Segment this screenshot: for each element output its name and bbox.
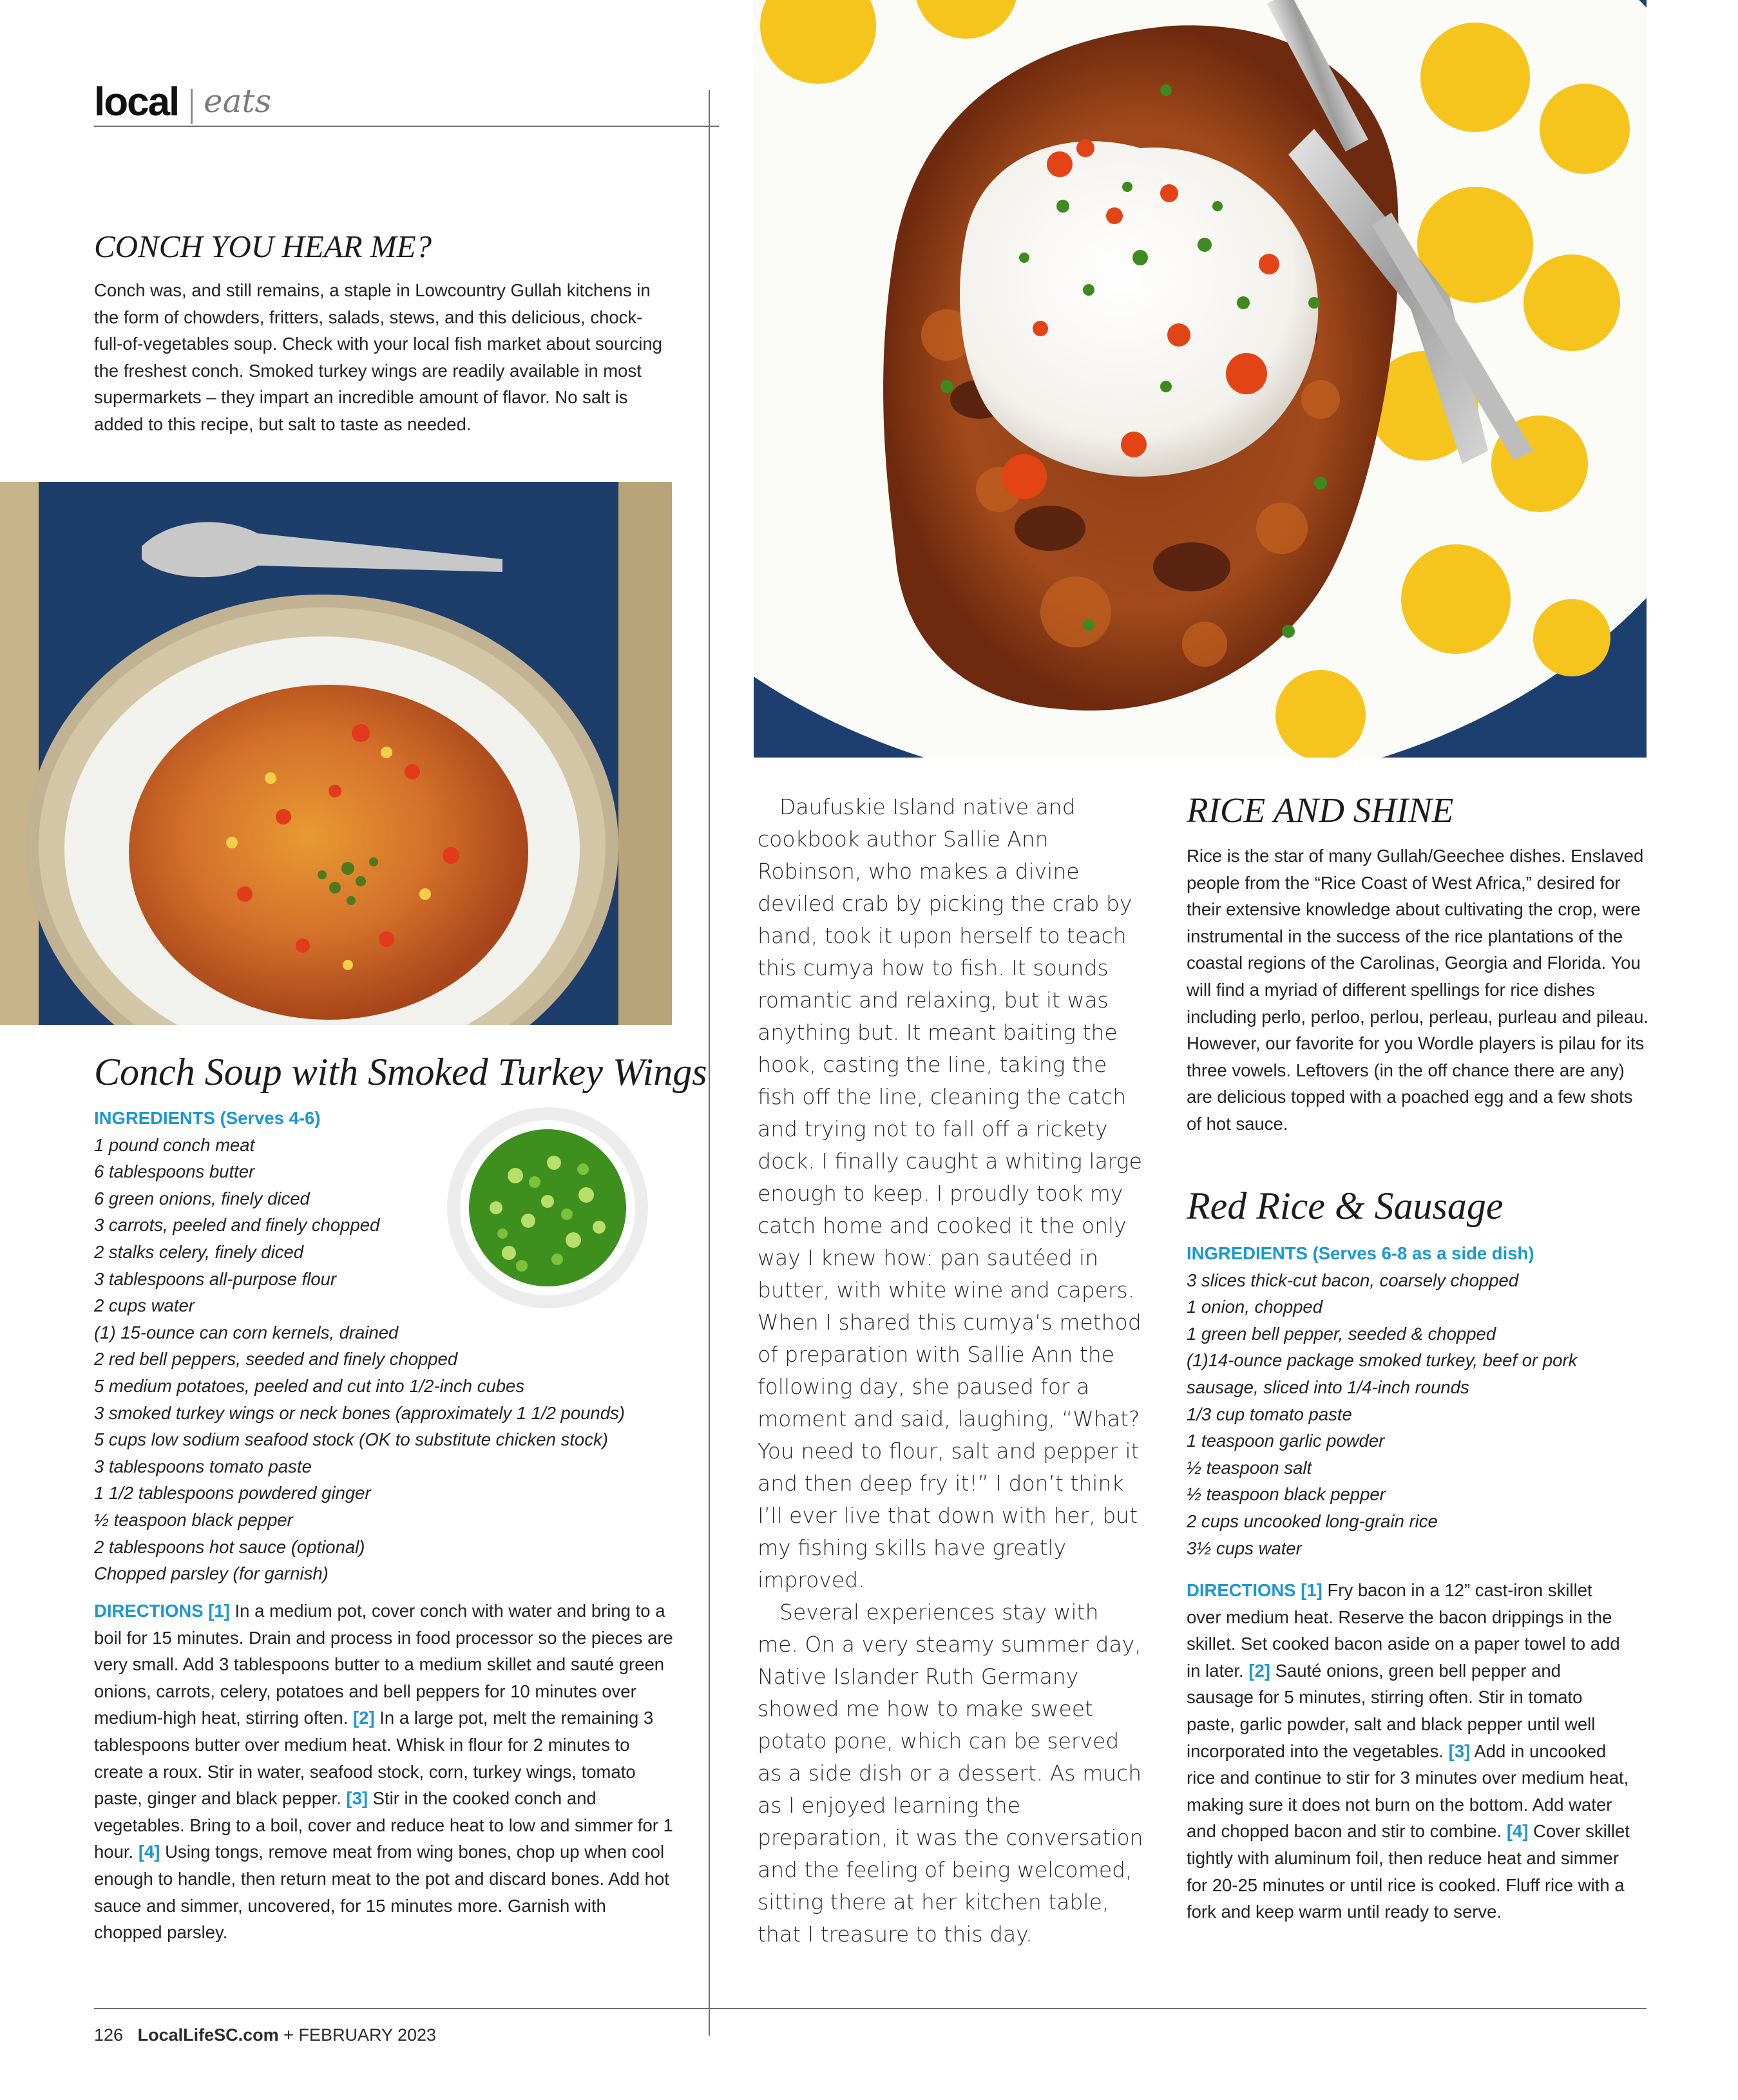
rice-intro-title: RICE AND SHINE [1187,790,1454,830]
rice-ingredient-item: 1 teaspoon garlic powder [1187,1431,1385,1451]
rice-ingredient-item: 1/3 cup tomato paste [1187,1404,1352,1424]
rice-ingredient-item: sausage, sliced into 1/4-inch rounds [1187,1377,1469,1397]
rice-ingredient-item: 3½ cups water [1187,1538,1302,1558]
rice-ingredient-item: 1 green bell pepper, seeded & chopped [1187,1323,1496,1344]
soup-step-number: [3] [346,1788,368,1809]
soup-ingredient-item: 2 cups water [94,1295,195,1316]
rice-ingredient-item: 1 onion, chopped [1187,1297,1323,1317]
soup-ingredient-item: 3 tablespoons tomato paste [94,1456,312,1476]
brand-logo: local [94,80,179,124]
footer-site[interactable]: LocalLifeSC.com [137,2025,279,2045]
column-divider [709,90,710,2036]
soup-ingredient-item: Chopped parsley (for garnish) [94,1563,329,1584]
rice-directions [1187,1577,1631,1925]
soup-ingredients-list [94,1132,687,1587]
story-paragraph-2: Several experiences stay with me. On a very steamy summer day, Native Islander Ruth Germany showed me how to make sweet potato pone, which can be served as a side dish or a dessert. As much as I enjoyed learning the preparation, it was the conversation and the feeling of being welcomed, sitting there at her kitchen table, that I treasure to this day. [758,1599,1143,1947]
header-rule [94,126,719,127]
soup-step-text: Using tongs, remove meat from wing bones, chop up when cool enough to handle, then return meat to the pot and discard bones. Add hot sauce and simmer, uncovered, for 15 minutes more. Garnish with chopped parsley. [94,1842,669,1943]
rice-step-text: Cover skillet tightly with aluminum foil, then reduce heat and simmer for 20-25 minutes or until rice is cooked. Fluff rice with a fork and keep warm until ready to serve. [1187,1821,1630,1922]
rice-ingredient-item: 3 slices thick-cut bacon, coarsely chopped [1187,1270,1519,1290]
footer [94,2027,436,2044]
rice-ingredient-item: 2 cups uncooked long-grain rice [1187,1511,1438,1531]
soup-step-number: [2] [353,1708,375,1728]
conch-intro-body: Conch was, and still remains, a staple in Lowcountry Gullah kitchens in the form of chowders, fritters, salads, stews, and this delicious, chock-full-of-vegetables soup. Check with your local fish market about sourcing the freshest conch. Smoked turkey wings are readily available in most supermarkets – they impart an incredible amount of flavor. No salt is added to this recipe, but salt to taste as needed. [94,280,662,434]
soup-ingredient-item: 3 smoked turkey wings or neck bones (approximately 1 1/2 pounds) [94,1402,625,1423]
rice-step-text: Add in uncooked rice and continue to stir for 3 minutes over medium heat, making sure it does not burn on the bottom. Add water and chopped bacon and stir to combine. [1187,1741,1629,1842]
footer-separator: + [283,2025,294,2045]
rice-ingredient-item: (1)14-ounce package smoked turkey, beef or pork [1187,1350,1578,1371]
soup-step-text: Stir in the cooked conch and vegetables. Bring to a boil, cover and reduce heat to low and simmer for 1 hour. [94,1788,673,1862]
soup-ingredient-item: 3 carrots, peeled and finely chopped [94,1215,380,1236]
soup-ingredient-item: 2 red bell peppers, seeded and finely chopped [94,1349,458,1370]
soup-ingredient-item: 2 stalks celery, finely diced [94,1241,304,1262]
soup-step-number: [1] [208,1601,230,1621]
rice-step-number: [1] [1301,1580,1323,1600]
rice-ingredient-item: ½ teaspoon salt [1187,1457,1312,1478]
brand-divider [191,89,193,124]
soup-step-number: [4] [138,1842,160,1862]
soup-ingredient-item: (1) 15-ounce can corn kernels, drained [94,1322,399,1342]
soup-step-text: In a medium pot, cover conch with water and bring to a boil for 15 minutes. Drain and process in food processor so the pieces are very small. Add 3 tablespoons butter to a medium skillet and sauté green onions, carrots, celery, potatoes and bell peppers for 10 minutes over medium-high heat, stirring often. [94,1601,673,1728]
rice-step-number: [2] [1248,1660,1270,1681]
rice-intro-body: Rice is the star of many Gullah/Geechee dishes. Enslaved people from the “Rice Coast of West Africa,” desired for their extensive knowledge about cultivating the crop, were instrumental in the success of the rice plantations of the coastal regions of the Carolinas, Georgia and Florida. You will find a myriad of different spellings for rice dishes including perlo, perloo, perlou, perleau, purleau and pileau. However, our favorite for you Wordle players is pilau for its three vowels. Leftovers (in the off chance there are any) are delicious topped with a poached egg and a few shots of hot sauce. [1187,846,1649,1134]
soup-ingredient-item: 3 tablespoons all-purpose flour [94,1268,337,1289]
soup-ingredient-item: 1 pound conch meat [94,1134,255,1155]
section-label: eats [204,82,272,120]
rice-step-text: Fry bacon in a 12” cast-iron skillet over medium heat. Reserve the bacon drippings in the skillet. Set cooked bacon aside on a paper towel to add in later. [1187,1580,1620,1681]
soup-ingredient-item: 5 cups low sodium seafood stock (OK to substitute chicken stock) [94,1429,608,1450]
story-column [758,791,1144,1951]
conch-intro-title: CONCH YOU HEAR ME? [94,229,432,264]
story-paragraph-1: Daufuskie Island native and cookbook author Sallie Ann Robinson, who makes a divine deviled crab by picking the crab by hand, took it upon herself to teach this cumya how to fish. It sounds romantic and relaxing, but it was anything but. It meant baiting the hook, casting the line, taking the fish off the line, cleaning the catch and trying not to fall off a rickety dock. I finally caught a whiting large enough to keep. I proudly took my catch home and cooked it the only way I knew how: pan sautéed in butter, with white wine and capers. When I shared this cumya’s method of preparation with Sallie Ann the following day, she paused for a moment and said, laughing, “What? You need to flour, salt and pepper it and then deep fry it!” I don’t think I’ll ever live that down with her, but my fishing skills have greatly improved. [758,794,1142,1592]
rice-step-text: Sauté onions, green bell pepper and sausage for 5 minutes, stirring often. Stir in tomato paste, garlic powder, salt and black pepper until well incorporated into the vegetables. [1187,1660,1596,1761]
soup-ingredient-item: ½ teaspoon black pepper [94,1509,293,1530]
soup-recipe-title: Conch Soup with Smoked Turkey Wings [94,1051,707,1093]
soup-ingredient-item: 1 1/2 tablespoons powdered ginger [94,1483,371,1503]
conch-soup-photo [0,482,672,1025]
soup-ingredients-label: INGREDIENTS (Serves 4-6) [94,1108,321,1128]
rice-ingredient-item: ½ teaspoon black pepper [1187,1484,1386,1505]
rice-ingredients-list [1187,1267,1650,1562]
soup-ingredients [94,1105,687,1587]
soup-directions-label: DIRECTIONS [94,1601,204,1621]
rice-step-number: [3] [1448,1741,1471,1761]
red-rice-photo [754,0,1647,758]
rice-recipe-title: Red Rice & Sausage [1187,1185,1504,1227]
footer-rule [94,2008,1647,2009]
soup-step-text: In a large pot, melt the remaining 3 tablespoons butter over medium heat. Whisk in flour for 2 minutes to create a roux. Stir in water, seafood stock, corn, turkey wings, tomato paste, ginger and black pepper. [94,1708,654,1809]
page-number: 126 [94,2025,124,2045]
soup-ingredient-item: 5 medium potatoes, peeled and cut into 1/2-inch cubes [94,1375,525,1396]
soup-directions [94,1598,674,1946]
rice-ingredients-label: INGREDIENTS (Serves 6-8 as a side dish) [1187,1243,1534,1263]
rice-ingredients [1187,1240,1650,1561]
soup-ingredient-item: 2 tablespoons hot sauce (optional) [94,1536,365,1557]
soup-ingredient-item: 6 green onions, finely diced [94,1188,310,1208]
rice-directions-label: DIRECTIONS [1187,1580,1296,1600]
soup-ingredient-item: 6 tablespoons butter [94,1161,255,1182]
rice-step-number: [4] [1506,1821,1529,1842]
footer-issue: FEBRUARY 2023 [298,2025,437,2045]
